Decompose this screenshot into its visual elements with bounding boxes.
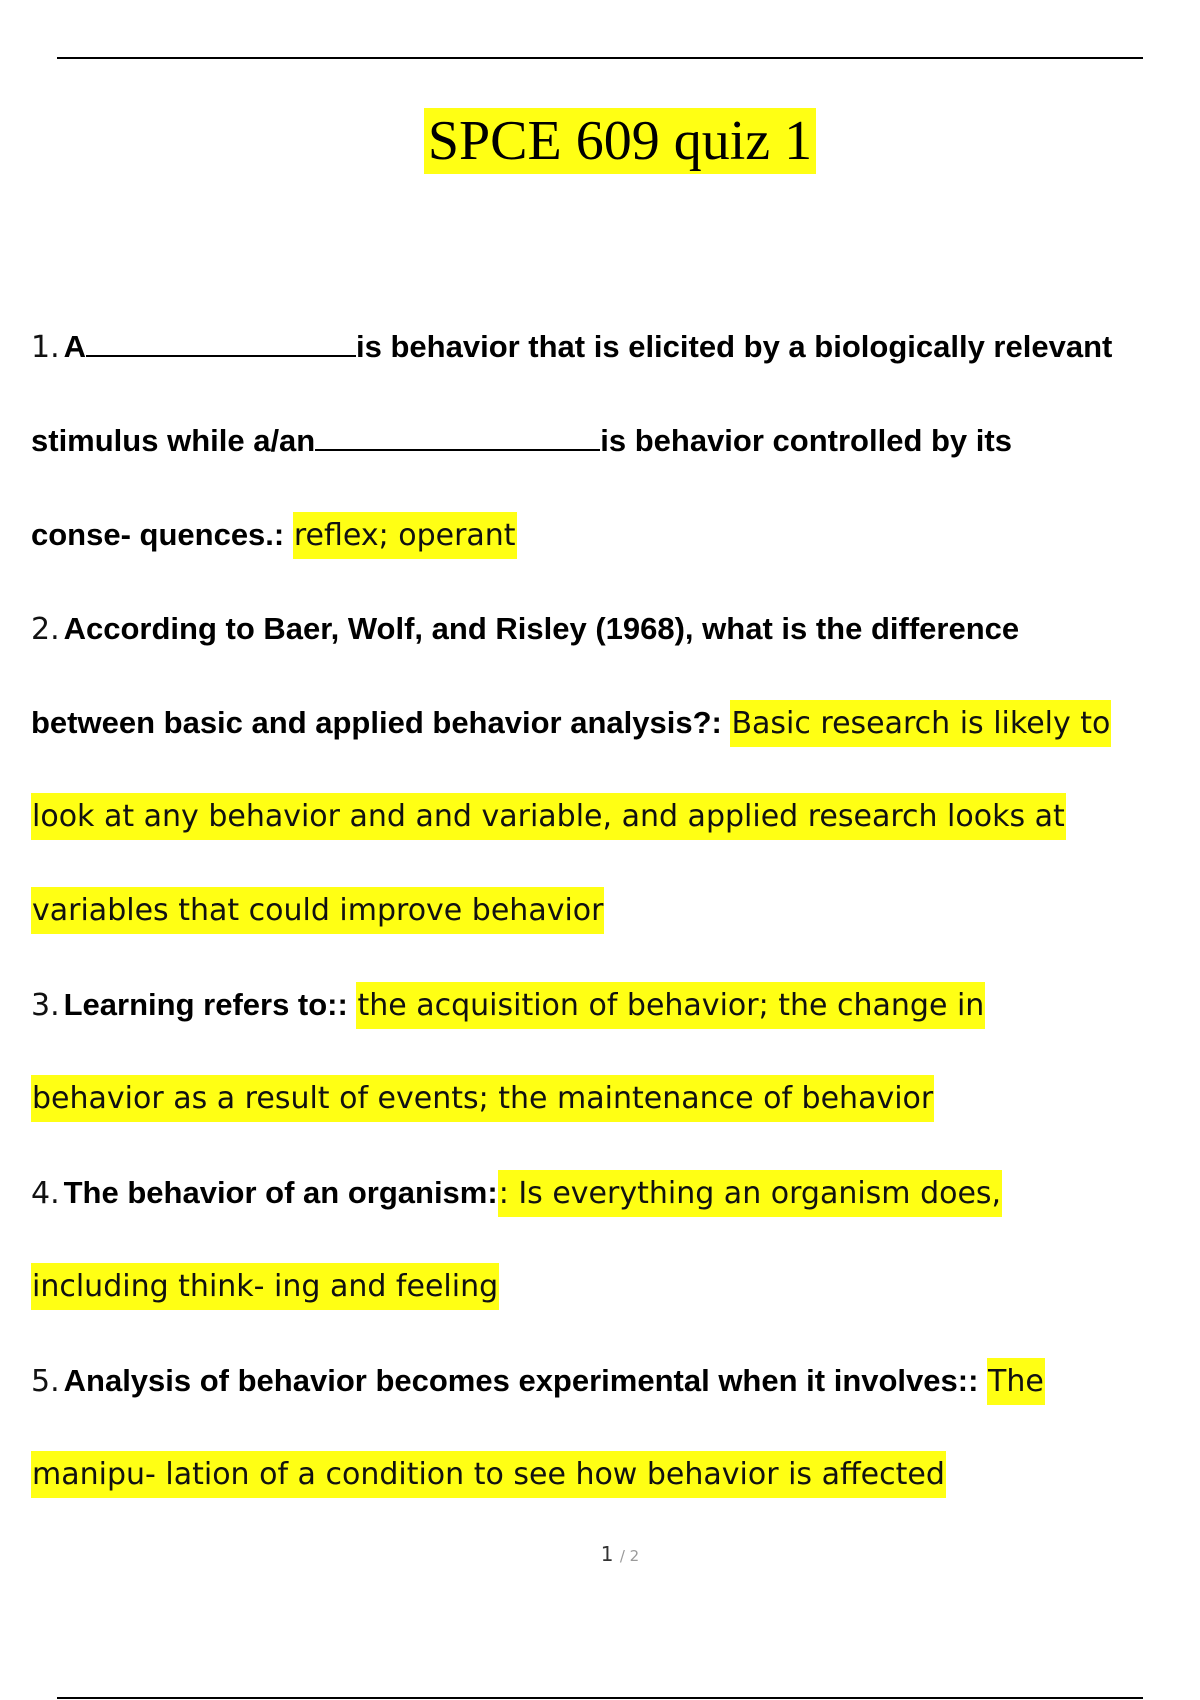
question-5-line-1 [31,1334,1181,1428]
question-text: Learning refers to:: [63,987,357,1022]
question-1-line-3 [31,488,1181,582]
highlighted-answer: the acquisition of behavior; the change in [356,982,985,1029]
question-1-line-2 [31,394,1181,488]
question-text: conse- quences.: [31,517,293,552]
question-2-line-2 [31,676,1181,770]
highlighted-answer: manipu- lation of a condition to see how behavior is affected [31,1451,946,1498]
highlighted-answer: variables that could improve behavior [31,887,604,934]
highlighted-answer: behavior as a result of events; the maintenance of behavior [31,1075,934,1122]
question-number: 5. [31,1364,60,1399]
highlighted-answer: The [987,1358,1045,1405]
question-2-line-1 [31,582,1181,676]
answer-blank [315,419,600,451]
highlighted-answer: : Is everything an organism does, [498,1170,1002,1217]
bottom-rule [57,1697,1143,1699]
question-text: According to Baer, Wolf, and Risley (1968), what is the difference [63,611,1020,646]
highlighted-answer: reflex; operant [293,512,517,559]
answer-blank [86,325,356,357]
question-text: between basic and applied behavior analysis?: [31,705,731,740]
question-2-line-3 [31,770,1181,864]
page-indicator [0,1542,1200,1566]
question-1-line-1 [31,300,1181,394]
question-4-line-1 [31,1146,1181,1240]
question-text: A [63,329,87,364]
question-number: 2. [31,612,60,647]
current-page: 1 [600,1542,614,1566]
question-text: The behavior of an organism: [63,1175,498,1210]
question-number: 1. [31,330,60,365]
question-number: 3. [31,988,60,1023]
question-4-line-2 [31,1240,1181,1334]
total-pages: / 2 [619,1547,640,1565]
document-title: SPCE 609 quiz 1 [424,108,816,174]
quiz-content [31,300,1181,1522]
title-container [0,108,1200,174]
question-text: is behavior that is elicited by a biologically relevant [356,329,1113,364]
question-5-line-2 [31,1428,1181,1522]
question-2-line-4 [31,864,1181,958]
highlighted-answer: Basic research is likely to [730,700,1111,747]
question-text: is behavior controlled by its [600,423,1012,458]
question-text: stimulus while a/an [31,423,316,458]
question-3-line-1 [31,958,1181,1052]
top-rule [57,57,1143,59]
highlighted-answer: including think- ing and feeling [31,1263,499,1310]
highlighted-answer: look at any behavior and and variable, and applied research looks at [31,793,1066,840]
question-text: Analysis of behavior becomes experimental when it involves:: [63,1363,988,1398]
question-3-line-2 [31,1052,1181,1146]
question-number: 4. [31,1176,60,1211]
